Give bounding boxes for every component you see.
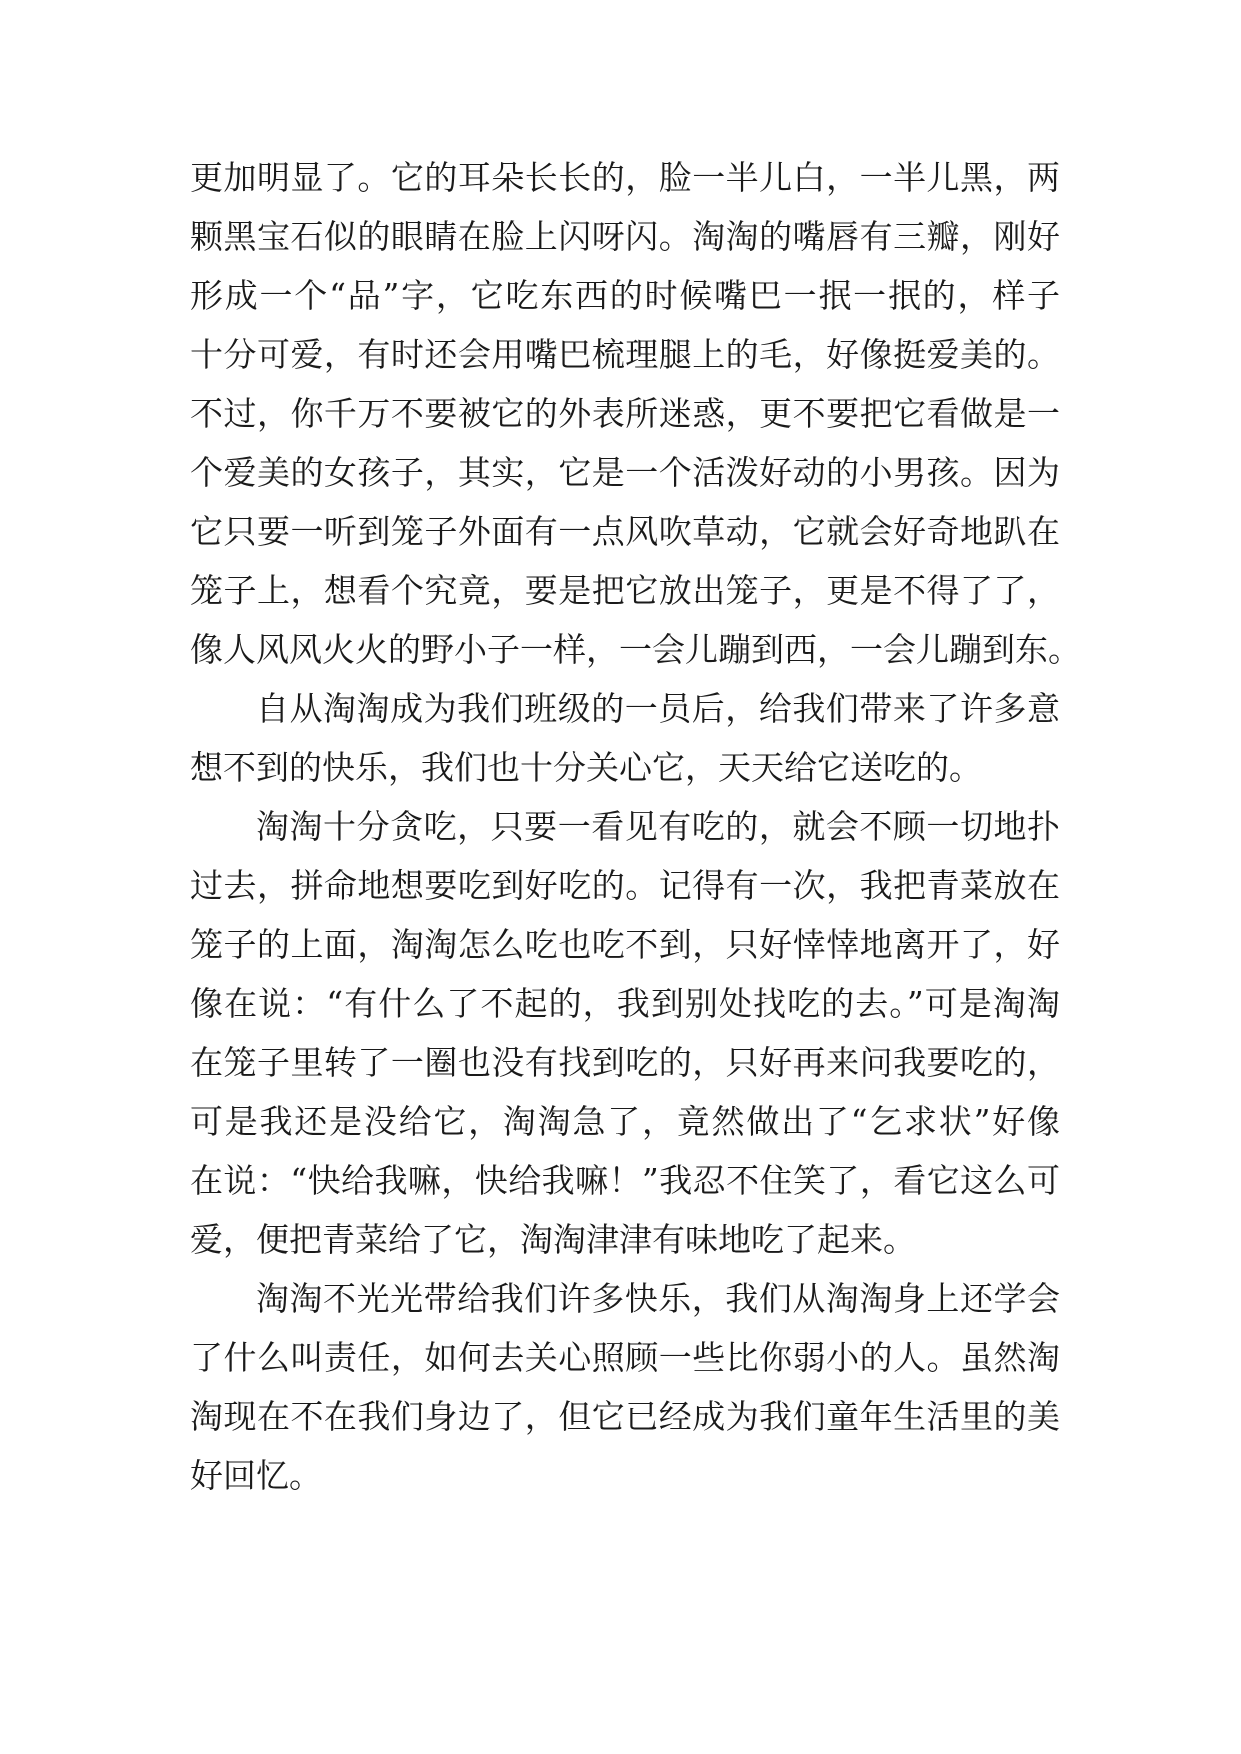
text-line: 爱，便把青菜给了它，淘淘津津有味地吃了起来。 <box>190 1220 916 1259</box>
text-line: 好回忆。 <box>190 1456 322 1495</box>
text-line: 笼子的上面，淘淘怎么吃也吃不到，只好悻悻地离开了，好 <box>190 925 1060 964</box>
text-line: 笼子上，想看个究竟，要是把它放出笼子，更是不得了了， <box>190 571 1060 610</box>
text-line: 自从淘淘成为我们班级的一员后，给我们带来了许多意 <box>256 689 1060 728</box>
text-line: 更加明显了。它的耳朵长长的，脸一半儿白，一半儿黑，两 <box>190 158 1060 197</box>
paragraph-4 <box>190 1269 1060 1505</box>
text-line: 淘淘不光光带给我们许多快乐，我们从淘淘身上还学会 <box>256 1279 1060 1318</box>
text-line: 形成一个“品”字，它吃东西的时候嘴巴一抿一抿的，样子 <box>190 276 1060 315</box>
paragraph-3 <box>190 797 1060 1269</box>
text-line: 了什么叫责任，如何去关心照顾一些比你弱小的人。虽然淘 <box>190 1338 1060 1377</box>
text-line: 个爱美的女孩子，其实，它是一个活泼好动的小男孩。因为 <box>190 453 1060 492</box>
text-line: 颗黑宝石似的眼睛在脸上闪呀闪。淘淘的嘴唇有三瓣，刚好 <box>190 217 1060 256</box>
text-line: 不过，你千万不要被它的外表所迷惑，更不要把它看做是一 <box>190 394 1060 433</box>
paragraph-2 <box>190 679 1060 797</box>
text-line: 可是我还是没给它，淘淘急了，竟然做出了“乞求状”好像 <box>190 1102 1060 1141</box>
paragraph-1 <box>190 148 1081 679</box>
text-line: 十分可爱，有时还会用嘴巴梳理腿上的毛，好像挺爱美的。 <box>190 335 1060 374</box>
text-line: 像在说：“有什么了不起的，我到别处找吃的去。”可是淘淘 <box>190 984 1060 1023</box>
text-line: 在笼子里转了一圈也没有找到吃的，只好再来问我要吃的， <box>190 1043 1060 1082</box>
text-line: 淘淘十分贪吃，只要一看见有吃的，就会不顾一切地扑 <box>256 807 1060 846</box>
text-line: 过去，拼命地想要吃到好吃的。记得有一次，我把青菜放在 <box>190 866 1060 905</box>
text-line: 在说：“快给我嘛，快给我嘛！”我忍不住笑了，看它这么可 <box>190 1161 1060 1200</box>
text-line: 淘现在不在我们身边了，但它已经成为我们童年生活里的美 <box>190 1397 1060 1436</box>
text-line: 像人风风火火的野小子一样，一会儿蹦到西，一会儿蹦到东。 <box>190 630 1081 669</box>
document-body <box>190 148 1081 1505</box>
text-line: 想不到的快乐，我们也十分关心它，天天给它送吃的。 <box>190 748 982 787</box>
text-line: 它只要一听到笼子外面有一点风吹草动，它就会好奇地趴在 <box>190 512 1060 551</box>
